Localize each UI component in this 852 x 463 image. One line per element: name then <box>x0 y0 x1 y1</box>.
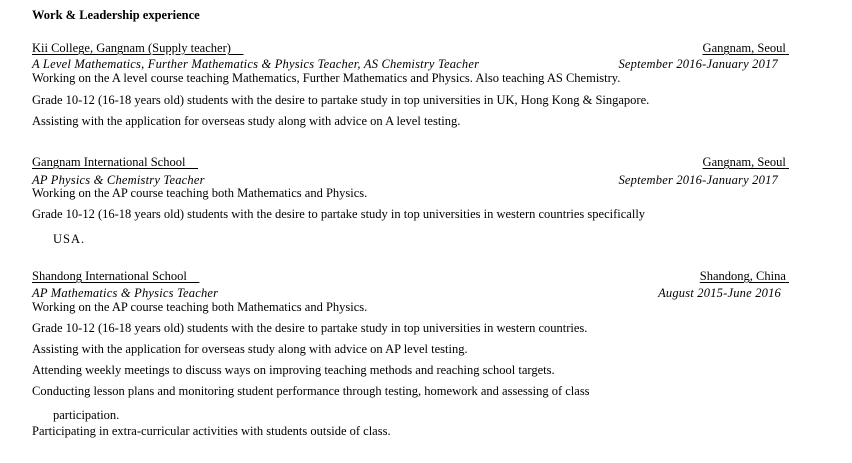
job-role: AP Physics & Chemistry Teacher <box>32 173 205 187</box>
job-description-line: Participating in extra-curricular activities with students outside of class. <box>32 424 391 438</box>
job-organization: Kii College, Gangnam (Supply teacher) <box>32 41 231 55</box>
job-description-line: participation. <box>53 408 120 422</box>
job-location: Shandong, China <box>699 269 786 283</box>
job-organization: Gangnam International School <box>32 155 186 169</box>
job-role: A Level Mathematics, Further Mathematics & Physics Teacher, AS Chemistry Teacher <box>32 57 480 71</box>
job-description-line: Conducting lesson plans and monitoring student performance through testing, homework and assessing of class <box>32 384 590 398</box>
job-description-line: Grade 10-12 (16-18 years old) students with the desire to partake study in top universities in western countries. <box>32 321 588 335</box>
section-title: Work & Leadership experience <box>32 8 200 22</box>
job-location: Gangnam, Seoul <box>702 155 786 169</box>
job-role: AP Mathematics & Physics Teacher <box>32 286 219 300</box>
job-dates: August 2015-June 2016 <box>658 286 781 300</box>
job-description-line: Working on the AP course teaching both Mathematics and Physics. <box>32 186 368 200</box>
job-organization: Shandong International School <box>32 269 187 283</box>
job-dates: September 2016-January 2017 <box>618 57 778 71</box>
job-description-line: Working on the A level course teaching Mathematics, Further Mathematics and Physics. Also teaching AS Chemistry. <box>32 71 621 85</box>
job-description-line: Assisting with the application for overseas study along with advice on AP level testing. <box>32 342 468 356</box>
job-description-line: Grade 10-12 (16-18 years old) students with the desire to partake study in top universities in UK, Hong Kong & Singapore. <box>32 93 650 107</box>
job-description-line: Grade 10-12 (16-18 years old) students with the desire to partake study in top universities in western countries specifically <box>32 207 646 221</box>
job-description-line: Working on the AP course teaching both Mathematics and Physics. <box>32 300 368 314</box>
job-dates: September 2016-January 2017 <box>618 173 778 187</box>
job-description-line: Assisting with the application for overseas study along with advice on A level testing. <box>32 114 461 128</box>
job-description-line: USA. <box>53 232 86 246</box>
job-location: Gangnam, Seoul <box>702 41 786 55</box>
job-description-line: Attending weekly meetings to discuss ways on improving teaching methods and reaching school targets. <box>32 363 555 377</box>
